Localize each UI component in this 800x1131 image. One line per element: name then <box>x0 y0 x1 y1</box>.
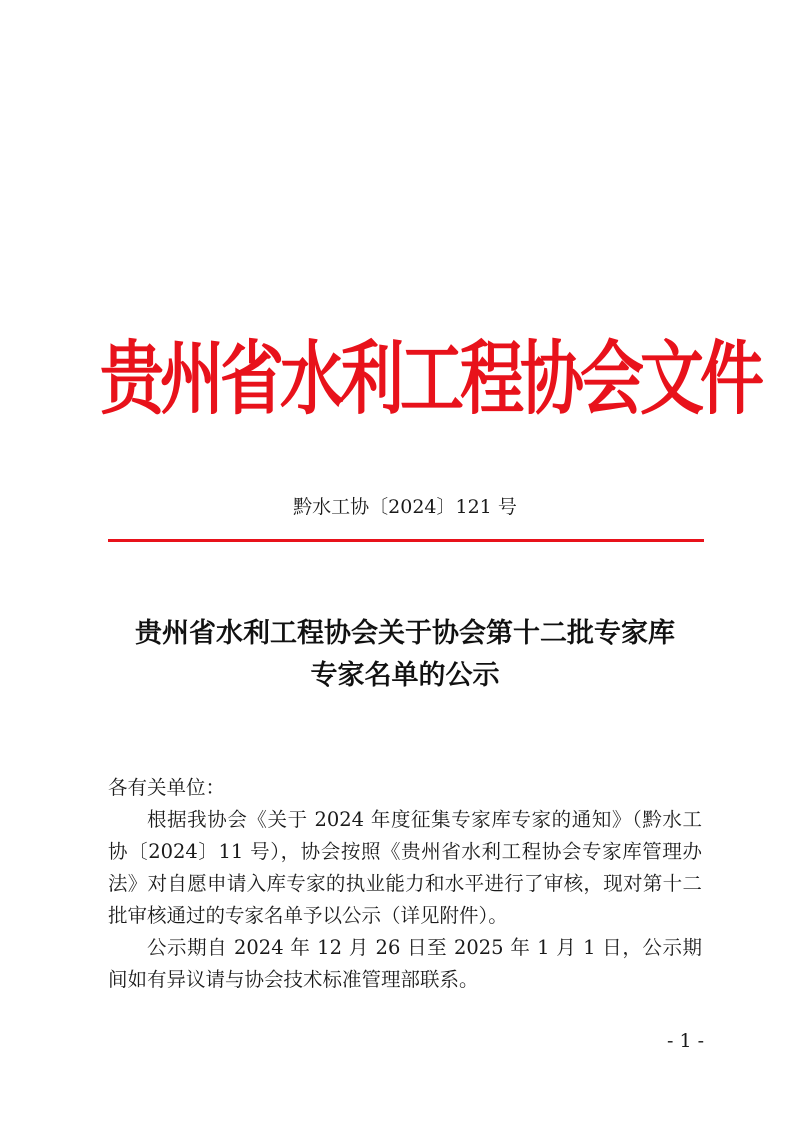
document-number: 黔水工协〔2024〕121 号 <box>293 496 517 518</box>
notice-title-line-1: 贵州省水利工程协会关于协会第十二批专家库 <box>135 618 675 649</box>
body-paragraph-1: 根据我协会《关于 2024 年度征集专家库专家的通知》（黔水工协〔2024〕11 号），协会按照《贵州省水利工程协会专家库管理办法》对自愿申请入库专家的执业能力和水平进行了审核，现对第十二批审核通过的专家名单予以公示（详见附件）。 <box>108 808 702 927</box>
page-number: - 1 - <box>666 1030 704 1052</box>
masthead-title: 贵州省水利工程协会文件 <box>100 332 760 427</box>
notice-body <box>108 772 702 996</box>
notice-title <box>90 613 720 697</box>
body-paragraph-2: 公示期自 2024 年 12 月 26 日至 2025 年 1 月 1 日，公示期间如有异议请与协会技术标准管理部联系。 <box>108 936 702 991</box>
salutation: 各有关单位： <box>108 776 226 799</box>
red-divider-line <box>108 539 704 542</box>
notice-title-line-2: 专家名单的公示 <box>310 660 500 691</box>
